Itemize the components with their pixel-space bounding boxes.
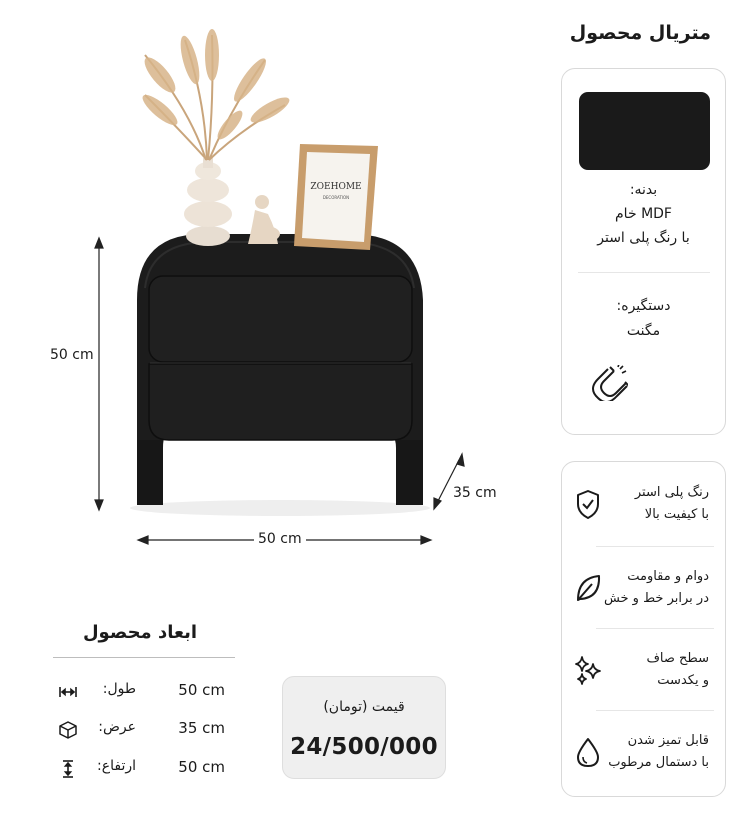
- feature-line1: سطح صاف: [646, 651, 709, 666]
- feature-line2: و یکدست: [657, 673, 709, 688]
- dimensions-title: ابعاد محصول: [82, 622, 198, 643]
- height-arrow: [95, 238, 103, 510]
- feature-item: [562, 470, 727, 540]
- dimension-value: 50 cm: [178, 681, 225, 699]
- feature-line2: در برابر خط و خش: [603, 591, 709, 606]
- divider: [53, 657, 235, 658]
- cube-icon: [58, 721, 78, 739]
- body-label: بدنه:: [629, 182, 658, 198]
- vase: [184, 158, 232, 246]
- frame-sub: DECORATION: [322, 195, 350, 200]
- feature-line1: قابل تمیز شدن: [627, 733, 709, 748]
- materials-card: [561, 68, 726, 435]
- feature-item: [562, 636, 727, 706]
- divider: [596, 546, 714, 547]
- divider: [578, 272, 710, 273]
- divider: [596, 628, 714, 629]
- divider: [596, 710, 714, 711]
- handle-value: مگنت: [626, 323, 661, 339]
- frame-brand: ZOEHOME: [310, 182, 362, 192]
- price-value: 24/500/000: [290, 734, 438, 760]
- sparkles-icon: [574, 654, 602, 686]
- dimension-value: 50 cm: [178, 758, 225, 776]
- materials-title: متریال محصول: [569, 22, 711, 44]
- body-finish: با رنگ پلی استر: [597, 230, 690, 246]
- feature-item: [562, 718, 727, 788]
- dimension-value: 35 cm: [178, 719, 225, 737]
- dimension-label: طول:: [102, 681, 136, 697]
- handle-label: دستگیره:: [616, 298, 671, 314]
- height-icon: [58, 760, 78, 778]
- feature-item: [562, 554, 727, 624]
- feature-line2: با دستمال مرطوب: [608, 755, 709, 770]
- price-card: [282, 676, 446, 779]
- dimension-row: [58, 681, 238, 703]
- shield-check-icon: [574, 488, 602, 520]
- depth-label: 35 cm: [449, 485, 501, 501]
- features-card: [561, 461, 726, 797]
- feature-line1: رنگ پلی استر: [634, 485, 709, 500]
- water-drop-icon: [574, 736, 602, 768]
- leaf-icon: [574, 572, 602, 604]
- length-arrows-icon: [58, 683, 78, 701]
- color-swatch: [579, 92, 710, 170]
- magnet-icon: [584, 365, 628, 401]
- feature-line1: دوام و مقاومت: [627, 569, 709, 584]
- dimension-label: عرض:: [98, 719, 136, 735]
- feature-line2: با کیفیت بالا: [644, 507, 709, 522]
- body-material: MDF خام: [615, 206, 672, 222]
- picture-frame: [294, 144, 378, 250]
- width-label: 50 cm: [254, 531, 306, 547]
- dimension-row: [58, 719, 238, 741]
- height-label: 50 cm: [46, 347, 98, 363]
- price-label: قیمت (تومان): [323, 699, 405, 715]
- dimension-label: ارتفاع:: [97, 758, 136, 774]
- dimension-row: [58, 758, 238, 780]
- figurine: [248, 195, 280, 244]
